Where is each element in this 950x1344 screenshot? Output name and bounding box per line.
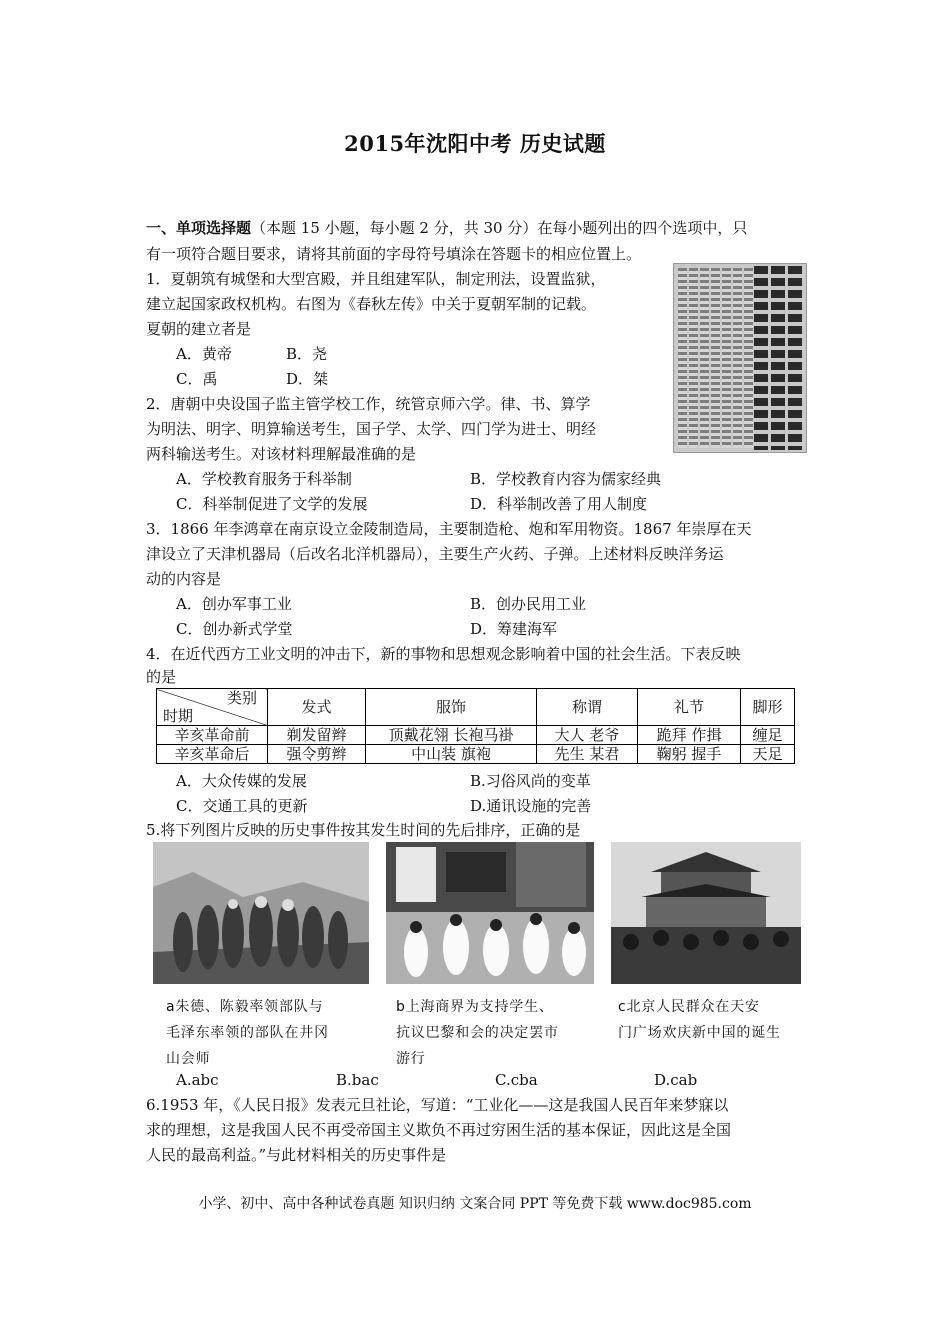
- page-footer: 小学、初中、高中各种试卷真题 知识归纳 文案合同 PPT 等免费下载 www.doc985.com: [198, 1196, 752, 1212]
- jinggangshan-meeting-photo: [153, 842, 369, 984]
- q6-line: 求的理想，这是我国人民不再受帝国主义欺负不再过穷困生活的基本保证，因此这是全国: [146, 1121, 732, 1139]
- table-row: [157, 726, 795, 745]
- q2-option-a: A．学校教育服务于科举制: [176, 470, 352, 488]
- q3-line: 动的内容是: [146, 570, 222, 588]
- q4-option-b: B.习俗风尚的变革: [470, 772, 591, 790]
- q3-line: 津设立了天津机器局（后改名北洋机器局），主要生产火药、子弹。上述材料反映洋务运: [146, 545, 724, 563]
- q1-option-d: D．桀: [286, 370, 329, 388]
- q6-line: 人民的最高利益。”与此材料相关的历史事件是: [146, 1146, 447, 1164]
- table-header: 礼节: [638, 689, 741, 726]
- table-cell: 辛亥革命后: [157, 745, 268, 764]
- q2-option-d: D．科举制改善了用人制度: [470, 495, 648, 513]
- table-header: 服饰: [366, 689, 537, 726]
- table-cell: 先生 某君: [537, 745, 638, 764]
- table-cell: 顶戴花翎 长袍马褂: [366, 726, 537, 745]
- q2-line: 2．唐朝中央设国子监主管学校工作，统管京师六学。律、书、算学: [146, 395, 591, 413]
- photo-c-caption: c北京人民群众在天安 门广场欢庆新中国的诞生: [618, 999, 781, 1041]
- photo-b-caption: b上海商界为支持学生、 抗议巴黎和会的决定罢市 游行: [396, 999, 559, 1067]
- table-cell: 辛亥革命前: [157, 726, 268, 745]
- q2-option-b: B．学校教育内容为儒家经典: [470, 470, 662, 488]
- section-intro-line1: 一、单项选择题（本题 15 小题，每小题 2 分，共 30 分）在每小题列出的四个选项中，只: [146, 219, 748, 237]
- q4-option-a: A．大众传媒的发展: [176, 772, 307, 790]
- table-row: [157, 745, 795, 764]
- q3-option-c: C．创办新式学堂: [176, 620, 293, 638]
- table-cell: 鞠躬 握手: [638, 745, 741, 764]
- q5-option-b: B.bac: [336, 1071, 379, 1089]
- page-title: 2015年沈阳中考 历史试题: [344, 131, 606, 156]
- table-header: 脚形: [741, 689, 795, 726]
- customs-comparison-table: [156, 688, 795, 764]
- q5-line: 5.将下列图片反映的历史事件按其发生时间的先后排序，正确的是: [146, 821, 581, 839]
- q1-option-a: A．黄帝: [176, 345, 232, 363]
- q1-line: 建立起国家政权机构。右图为《春秋左传》中关于夏朝军制的记载。: [146, 295, 597, 313]
- table-corner-cell: 类别 时期: [157, 689, 268, 726]
- table-cell: 中山装 旗袍: [366, 745, 537, 764]
- tiananmen-celebration-photo: [611, 842, 801, 984]
- q3-option-a: A．创办军事工业: [176, 595, 292, 613]
- table-cell: 天足: [741, 745, 795, 764]
- table-cell: 大人 老爷: [537, 726, 638, 745]
- section-heading: 一、单项选择题: [146, 219, 252, 237]
- q4-line: 的是: [146, 668, 177, 686]
- q3-option-b: B．创办民用工业: [470, 595, 587, 613]
- q1-line: 夏朝的建立者是: [146, 320, 252, 338]
- q1-option-c: C．禹: [176, 370, 218, 388]
- table-cell: 缠足: [741, 726, 795, 745]
- shanghai-strike-photo: [386, 842, 594, 984]
- q3-line: 3．1866 年李鸿章在南京设立金陵制造局，主要制造枪、炮和军用物资。1867 年崇厚在天: [146, 520, 752, 538]
- q4-option-c: C．交通工具的更新: [176, 797, 308, 815]
- table-cell: 跪拜 作揖: [638, 726, 741, 745]
- table-cell: 强令剪辫: [268, 745, 366, 764]
- q1-line: 1．夏朝筑有城堡和大型宫殿，并且组建军队，制定刑法，设置监狱，: [146, 270, 606, 288]
- q5-option-d: D.cab: [654, 1071, 698, 1089]
- q5-option-c: C.cba: [495, 1071, 538, 1089]
- table-header: 称谓: [537, 689, 638, 726]
- photo-a-caption: a朱德、陈毅率领部队与 毛泽东率领的部队在井冈 山会师: [166, 999, 329, 1067]
- section-intro-line2: 有一项符合题目要求，请将其前面的字母符号填涂在答题卡的相应位置上。: [146, 245, 642, 263]
- q5-option-a: A.abc: [176, 1071, 219, 1089]
- q2-option-c: C．科举制促进了文学的发展: [176, 495, 368, 513]
- table-header: 发式: [268, 689, 366, 726]
- table-cell: 剃发留辫: [268, 726, 366, 745]
- q1-option-b: B．尧: [286, 345, 328, 363]
- q3-option-d: D．筹建海军: [470, 620, 558, 638]
- table-header-row: [157, 689, 795, 726]
- q2-line: 两科输送考生。对该材料理解最准确的是: [146, 445, 417, 463]
- q4-option-d: D.通讯设施的完善: [470, 797, 592, 815]
- chunqiu-zuozhuan-text-image: [673, 263, 807, 453]
- q2-line: 为明法、明字、明算输送考生，国子学、太学、四门学为进士、明经: [146, 420, 597, 438]
- q4-line: 4．在近代西方工业文明的冲击下，新的事物和思想观念影响着中国的社会生活。下表反映: [146, 645, 741, 663]
- q6-line: 6.1953 年，《人民日报》发表元旦社论，写道：“工业化——这是我国人民百年来梦寐以: [146, 1096, 729, 1114]
